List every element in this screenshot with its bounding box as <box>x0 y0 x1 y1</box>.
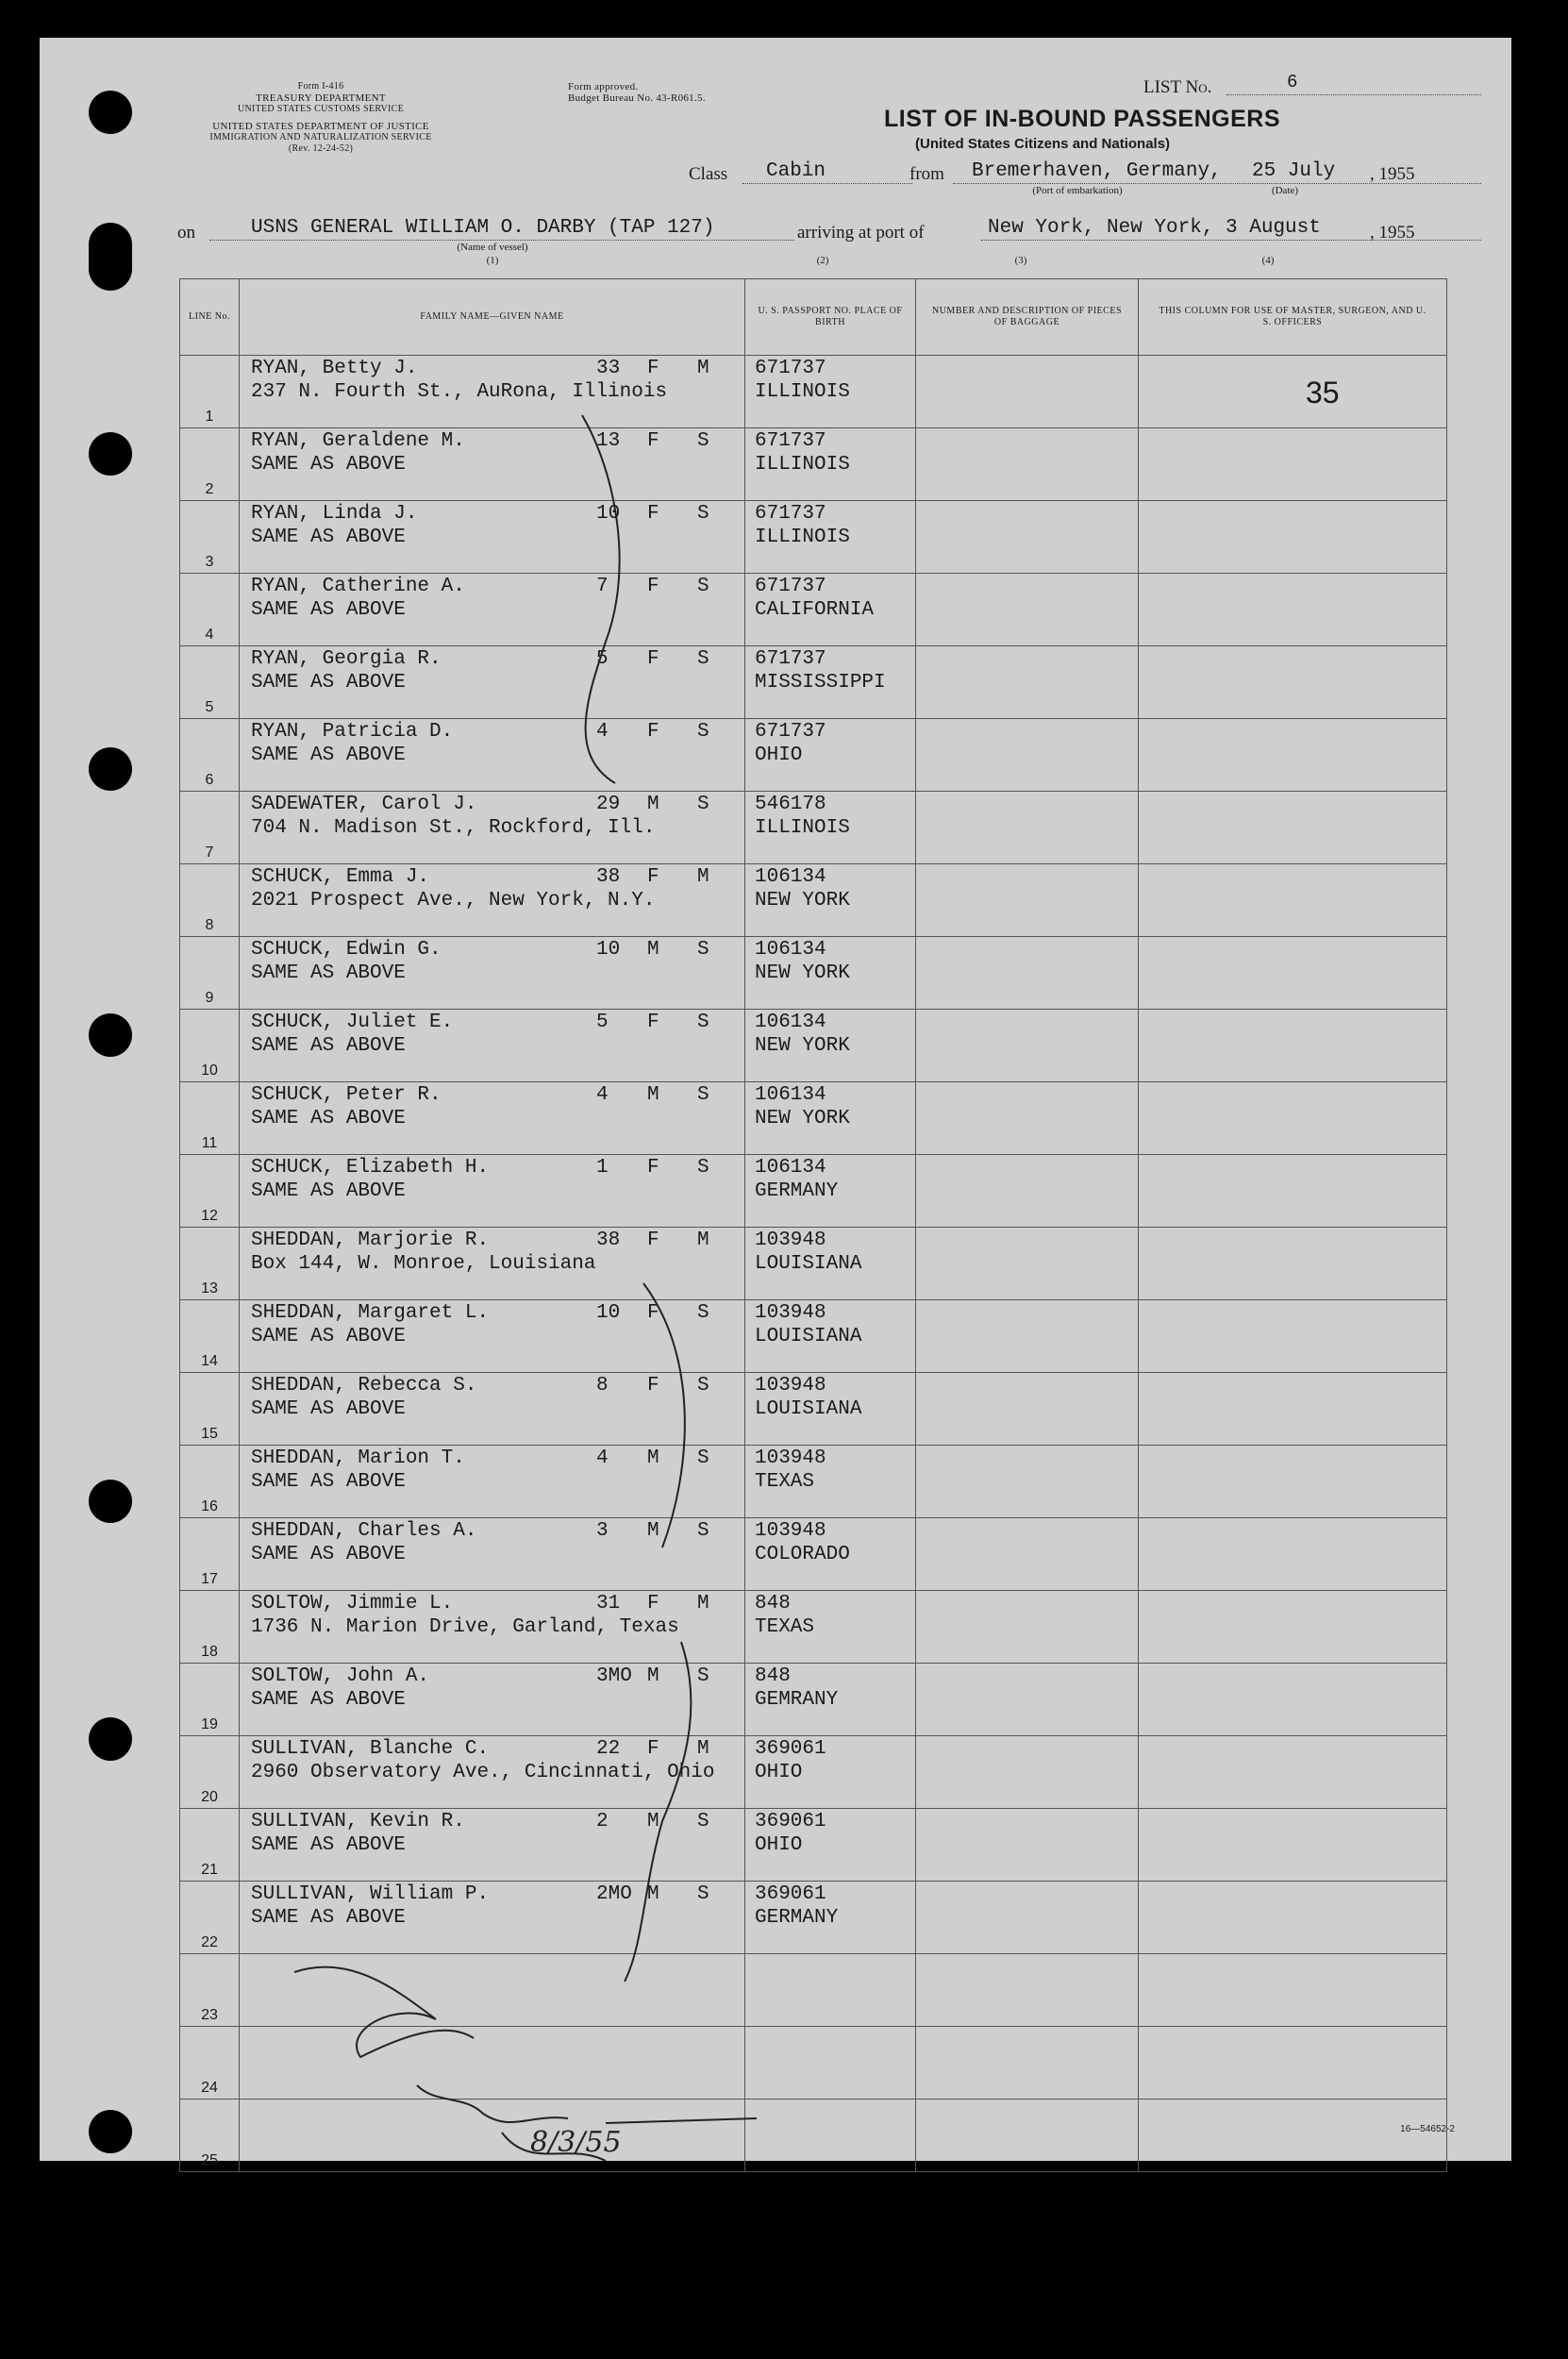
marital-status: S <box>697 576 709 597</box>
marital-status: S <box>697 1883 709 1905</box>
place-of-birth: CALIFORNIA <box>755 599 875 621</box>
passenger-age: 4 <box>596 1447 609 1469</box>
passenger-address: SAME AS ABOVE <box>251 527 406 548</box>
passenger-sex: F <box>647 866 659 888</box>
passenger-sex: F <box>647 358 659 379</box>
header-line-no: LINE No. <box>180 279 240 356</box>
passport-number: 671737 <box>755 503 826 525</box>
place-of-birth: NEW YORK <box>755 1108 850 1129</box>
passenger-name: RYAN, Georgia R. <box>251 648 442 670</box>
passenger-name: SULLIVAN, William P. <box>251 1883 490 1905</box>
marital-status: S <box>697 648 709 670</box>
passenger-sex: F <box>647 576 659 597</box>
passenger-address: SAME AS ABOVE <box>251 1471 406 1493</box>
place-of-birth: ILLINOIS <box>755 381 850 403</box>
port-caption: (Port of embarkation) <box>1032 185 1123 196</box>
form-approved: Form approved. <box>568 81 639 92</box>
embarkation-year: , 1955 <box>1370 164 1415 184</box>
passenger-name: SHEDDAN, Marjorie R. <box>251 1230 490 1251</box>
passenger-sex: F <box>647 1738 659 1760</box>
marital-status: S <box>697 1157 709 1179</box>
line-number: 10 <box>201 1062 218 1079</box>
arrival-port-date: New York, New York, 3 August <box>988 217 1321 239</box>
marital-status: M <box>697 866 709 888</box>
passenger-sex: F <box>647 1302 659 1324</box>
passenger-sex: F <box>647 1593 659 1614</box>
marital-status: S <box>697 430 709 452</box>
passenger-name: SHEDDAN, Marion T. <box>251 1447 465 1469</box>
embarkation-date: 25 July <box>1252 160 1336 182</box>
passenger-age: 29 <box>596 794 621 815</box>
passport-number: 103948 <box>755 1520 826 1542</box>
header-passport: U. S. PASSPORT NO. PLACE OF BIRTH <box>745 279 916 356</box>
passenger-age: 7 <box>596 576 609 597</box>
line-number: 5 <box>205 699 214 715</box>
passenger-age: 31 <box>596 1593 621 1614</box>
passenger-name: SOLTOW, John A. <box>251 1665 430 1687</box>
passenger-name: SULLIVAN, Kevin R. <box>251 1811 465 1832</box>
passenger-sex: F <box>647 1230 659 1251</box>
passport-number: 671737 <box>755 721 826 743</box>
marital-status: S <box>697 1302 709 1324</box>
passenger-sex: F <box>647 721 659 743</box>
place-of-birth: ILLINOIS <box>755 527 850 548</box>
list-no-label: LIST No. <box>1143 77 1212 97</box>
marital-status: M <box>697 1738 709 1760</box>
passenger-age: 5 <box>596 1012 609 1033</box>
passenger-age: 4 <box>596 1084 609 1106</box>
line-number: 15 <box>201 1426 218 1442</box>
line-number: 23 <box>201 2007 218 2023</box>
line-number: 9 <box>205 990 214 1006</box>
passport-number: 546178 <box>755 794 826 815</box>
form-number: Form I-416 <box>297 81 344 92</box>
passenger-name: SULLIVAN, Blanche C. <box>251 1738 490 1760</box>
revision: (Rev. 12-24-52) <box>288 143 354 154</box>
passenger-address: SAME AS ABOVE <box>251 1180 406 1202</box>
passport-number: 369061 <box>755 1738 826 1760</box>
passport-number: 106134 <box>755 866 826 888</box>
line-number: 11 <box>201 1135 218 1151</box>
passenger-address: 1736 N. Marion Drive, Garland, Texas <box>251 1616 679 1638</box>
vessel-name: USNS GENERAL WILLIAM O. DARBY (TAP 127) <box>251 217 715 239</box>
passenger-sex: M <box>647 939 659 961</box>
passport-number: 106134 <box>755 1012 826 1033</box>
line-number: 2 <box>205 481 214 497</box>
passenger-age: 13 <box>596 430 621 452</box>
passenger-address: SAME AS ABOVE <box>251 1834 406 1856</box>
marital-status: M <box>697 358 709 379</box>
passenger-sex: F <box>647 430 659 452</box>
line-number: 7 <box>205 845 214 861</box>
place-of-birth: OHIO <box>755 745 803 766</box>
list-no-value: 6 <box>1287 72 1298 92</box>
embarkation-port: Bremerhaven, Germany, <box>972 160 1222 182</box>
place-of-birth: ILLINOIS <box>755 454 850 476</box>
passenger-address: Box 144, W. Monroe, Louisiana <box>251 1253 596 1275</box>
form-code: 16—54652-2 <box>1400 2124 1455 2134</box>
place-of-birth: GERMANY <box>755 1180 839 1202</box>
marital-status: S <box>697 1375 709 1397</box>
passenger-age: 2 <box>596 1811 609 1832</box>
from-label: from <box>909 164 944 184</box>
passenger-address: SAME AS ABOVE <box>251 1326 406 1347</box>
place-of-birth: NEW YORK <box>755 890 850 912</box>
budget-bureau: Budget Bureau No. 43-R061.5. <box>568 92 706 104</box>
passport-number: 103948 <box>755 1375 826 1397</box>
passport-number: 671737 <box>755 430 826 452</box>
header-officers: THIS COLUMN FOR USE OF MASTER, SURGEON, AND U. S. OFFICERS <box>1139 279 1447 356</box>
passport-number: 103948 <box>755 1447 826 1469</box>
passenger-address: SAME AS ABOVE <box>251 1689 406 1711</box>
passenger-address: SAME AS ABOVE <box>251 1907 406 1929</box>
passport-number: 671737 <box>755 648 826 670</box>
header-baggage: NUMBER AND DESCRIPTION OF PIECES OF BAGGAGE <box>916 279 1139 356</box>
place-of-birth: GERMANY <box>755 1907 839 1929</box>
passenger-address: SAME AS ABOVE <box>251 454 406 476</box>
passenger-age: 1 <box>596 1157 609 1179</box>
check-line-sheddan <box>643 1283 685 1548</box>
marital-status: M <box>697 1593 709 1614</box>
line-number: 25 <box>201 2152 218 2168</box>
ins-service: IMMIGRATION AND NATURALIZATION SERVICE <box>209 132 432 142</box>
line-number: 14 <box>201 1353 218 1369</box>
date-caption: (Date) <box>1271 185 1299 196</box>
line-number: 17 <box>201 1571 218 1587</box>
customs-service: UNITED STATES CUSTOMS SERVICE <box>237 104 405 114</box>
officer-count-note: 35 <box>1306 376 1340 410</box>
passenger-name: SCHUCK, Emma J. <box>251 866 430 888</box>
check-line-soltow <box>625 1642 691 1982</box>
passenger-name: RYAN, Geraldene M. <box>251 430 465 452</box>
class-value: Cabin <box>766 160 826 182</box>
passport-number: 103948 <box>755 1302 826 1324</box>
passport-number: 848 <box>755 1593 791 1614</box>
line-number: 22 <box>201 1934 218 1950</box>
place-of-birth: TEXAS <box>755 1616 815 1638</box>
place-of-birth: OHIO <box>755 1834 803 1856</box>
passenger-age: 3 <box>596 1520 609 1542</box>
passport-number: 671737 <box>755 358 826 379</box>
passenger-age: 8 <box>596 1375 609 1397</box>
passenger-name: RYAN, Betty J. <box>251 358 418 379</box>
passenger-sex: F <box>647 1375 659 1397</box>
passenger-age: 10 <box>596 939 621 961</box>
passenger-sex: M <box>647 1883 659 1905</box>
passenger-address: SAME AS ABOVE <box>251 962 406 984</box>
marital-status: M <box>697 1230 709 1251</box>
passenger-address: SAME AS ABOVE <box>251 672 406 694</box>
passenger-sex: M <box>647 1665 659 1687</box>
passport-number: 103948 <box>755 1230 826 1251</box>
passenger-address: 704 N. Madison St., Rockford, Ill. <box>251 817 656 839</box>
passenger-name: RYAN, Linda J. <box>251 503 418 525</box>
passenger-age: 10 <box>596 1302 621 1324</box>
page-subtitle: (United States Citizens and Nationals) <box>915 136 1171 152</box>
passenger-name: SHEDDAN, Rebecca S. <box>251 1375 477 1397</box>
document-page <box>40 38 1511 2168</box>
place-of-birth: OHIO <box>755 1762 803 1783</box>
arriving-label: arriving at port of <box>797 223 925 243</box>
line-number: 21 <box>201 1862 218 1878</box>
passenger-address: 2021 Prospect Ave., New York, N.Y. <box>251 890 656 912</box>
marital-status: S <box>697 1665 709 1687</box>
line-number: 20 <box>201 1789 218 1805</box>
passenger-sex: F <box>647 648 659 670</box>
place-of-birth: COLORADO <box>755 1544 850 1565</box>
class-label: Class <box>689 164 728 184</box>
passenger-name: RYAN, Patricia D. <box>251 721 454 743</box>
passenger-address: SAME AS ABOVE <box>251 1035 406 1057</box>
line-number: 12 <box>201 1208 218 1224</box>
line-number: 8 <box>205 917 214 933</box>
passport-number: 106134 <box>755 939 826 961</box>
marital-status: S <box>697 1811 709 1832</box>
arrival-year: , 1955 <box>1370 223 1415 243</box>
marital-status: S <box>697 721 709 743</box>
marital-status: S <box>697 1447 709 1469</box>
line-number: 4 <box>205 627 214 643</box>
page-title: LIST OF IN-BOUND PASSENGERS <box>884 106 1281 132</box>
marital-status: S <box>697 939 709 961</box>
passenger-age: 2MO <box>596 1883 632 1905</box>
passenger-name: SCHUCK, Edwin G. <box>251 939 442 961</box>
check-line-ryan <box>582 415 620 783</box>
handwriting-marks <box>40 38 1511 2161</box>
passenger-sex: M <box>647 1520 659 1542</box>
passenger-age: 4 <box>596 721 609 743</box>
line-number: 1 <box>205 409 214 425</box>
passenger-address: SAME AS ABOVE <box>251 599 406 621</box>
place-of-birth: LOUISIANA <box>755 1253 862 1275</box>
passenger-sex: F <box>647 1012 659 1033</box>
passenger-address: SAME AS ABOVE <box>251 1544 406 1565</box>
passenger-age: 5 <box>596 648 609 670</box>
marital-status: S <box>697 503 709 525</box>
line-number: 19 <box>201 1716 218 1732</box>
place-of-birth: LOUISIANA <box>755 1398 862 1420</box>
passport-number: 369061 <box>755 1811 826 1832</box>
marital-status: S <box>697 1084 709 1106</box>
place-of-birth: LOUISIANA <box>755 1326 862 1347</box>
column-caption-1: (1) <box>486 255 499 266</box>
passenger-name: RYAN, Catherine A. <box>251 576 465 597</box>
line-number: 3 <box>205 554 214 570</box>
marital-status: S <box>697 1520 709 1542</box>
passenger-sex: M <box>647 1447 659 1469</box>
passport-number: 106134 <box>755 1084 826 1106</box>
place-of-birth: MISSISSIPPI <box>755 672 886 694</box>
passenger-address: SAME AS ABOVE <box>251 745 406 766</box>
signature-stroke <box>294 1967 474 2057</box>
place-of-birth: TEXAS <box>755 1471 815 1493</box>
marital-status: S <box>697 1012 709 1033</box>
passport-number: 671737 <box>755 576 826 597</box>
header-name: FAMILY NAME—GIVEN NAME <box>240 279 745 356</box>
passenger-name: SOLTOW, Jimmie L. <box>251 1593 454 1614</box>
line-number: 13 <box>201 1280 218 1297</box>
signature-stroke <box>417 2085 568 2122</box>
line-number: 24 <box>201 2080 218 2096</box>
passenger-address: SAME AS ABOVE <box>251 1398 406 1420</box>
passenger-sex: F <box>647 503 659 525</box>
passenger-age: 3MO <box>596 1665 632 1687</box>
treasury-dept: TREASURY DEPARTMENT <box>256 92 386 104</box>
line-number: 16 <box>201 1498 218 1514</box>
passenger-name: SCHUCK, Elizabeth H. <box>251 1157 490 1179</box>
passenger-age: 10 <box>596 503 621 525</box>
signature-date: 8/3/55 <box>530 2126 622 2159</box>
passenger-name: SHEDDAN, Charles A. <box>251 1520 477 1542</box>
passenger-sex: M <box>647 794 659 815</box>
place-of-birth: NEW YORK <box>755 1035 850 1057</box>
line-number: 6 <box>205 772 214 788</box>
passenger-age: 38 <box>596 1230 621 1251</box>
column-caption-2: (2) <box>816 255 829 266</box>
passenger-name: SHEDDAN, Margaret L. <box>251 1302 490 1324</box>
passenger-address: 2960 Observatory Ave., Cincinnati, Ohio <box>251 1762 715 1783</box>
passenger-age: 22 <box>596 1738 621 1760</box>
on-label: on <box>177 223 195 243</box>
passenger-name: SCHUCK, Peter R. <box>251 1084 442 1106</box>
marital-status: S <box>697 794 709 815</box>
justice-dept: UNITED STATES DEPARTMENT OF JUSTICE <box>212 121 429 132</box>
column-caption-3: (3) <box>1014 255 1027 266</box>
passport-number: 106134 <box>755 1157 826 1179</box>
passenger-name: SCHUCK, Juliet E. <box>251 1012 454 1033</box>
passenger-address: 237 N. Fourth St., AuRona, Illinois <box>251 381 668 403</box>
place-of-birth: ILLINOIS <box>755 817 850 839</box>
passenger-age: 38 <box>596 866 621 888</box>
place-of-birth: GEMRANY <box>755 1689 839 1711</box>
vessel-caption: (Name of vessel) <box>457 242 528 253</box>
line-number: 18 <box>201 1644 218 1660</box>
place-of-birth: NEW YORK <box>755 962 850 984</box>
passenger-sex: M <box>647 1084 659 1106</box>
passenger-name: SADEWATER, Carol J. <box>251 794 477 815</box>
passenger-sex: M <box>647 1811 659 1832</box>
passenger-sex: F <box>647 1157 659 1179</box>
passenger-address: SAME AS ABOVE <box>251 1108 406 1129</box>
column-caption-4: (4) <box>1261 255 1275 266</box>
passport-number: 848 <box>755 1665 791 1687</box>
passenger-age: 33 <box>596 358 621 379</box>
passport-number: 369061 <box>755 1883 826 1905</box>
